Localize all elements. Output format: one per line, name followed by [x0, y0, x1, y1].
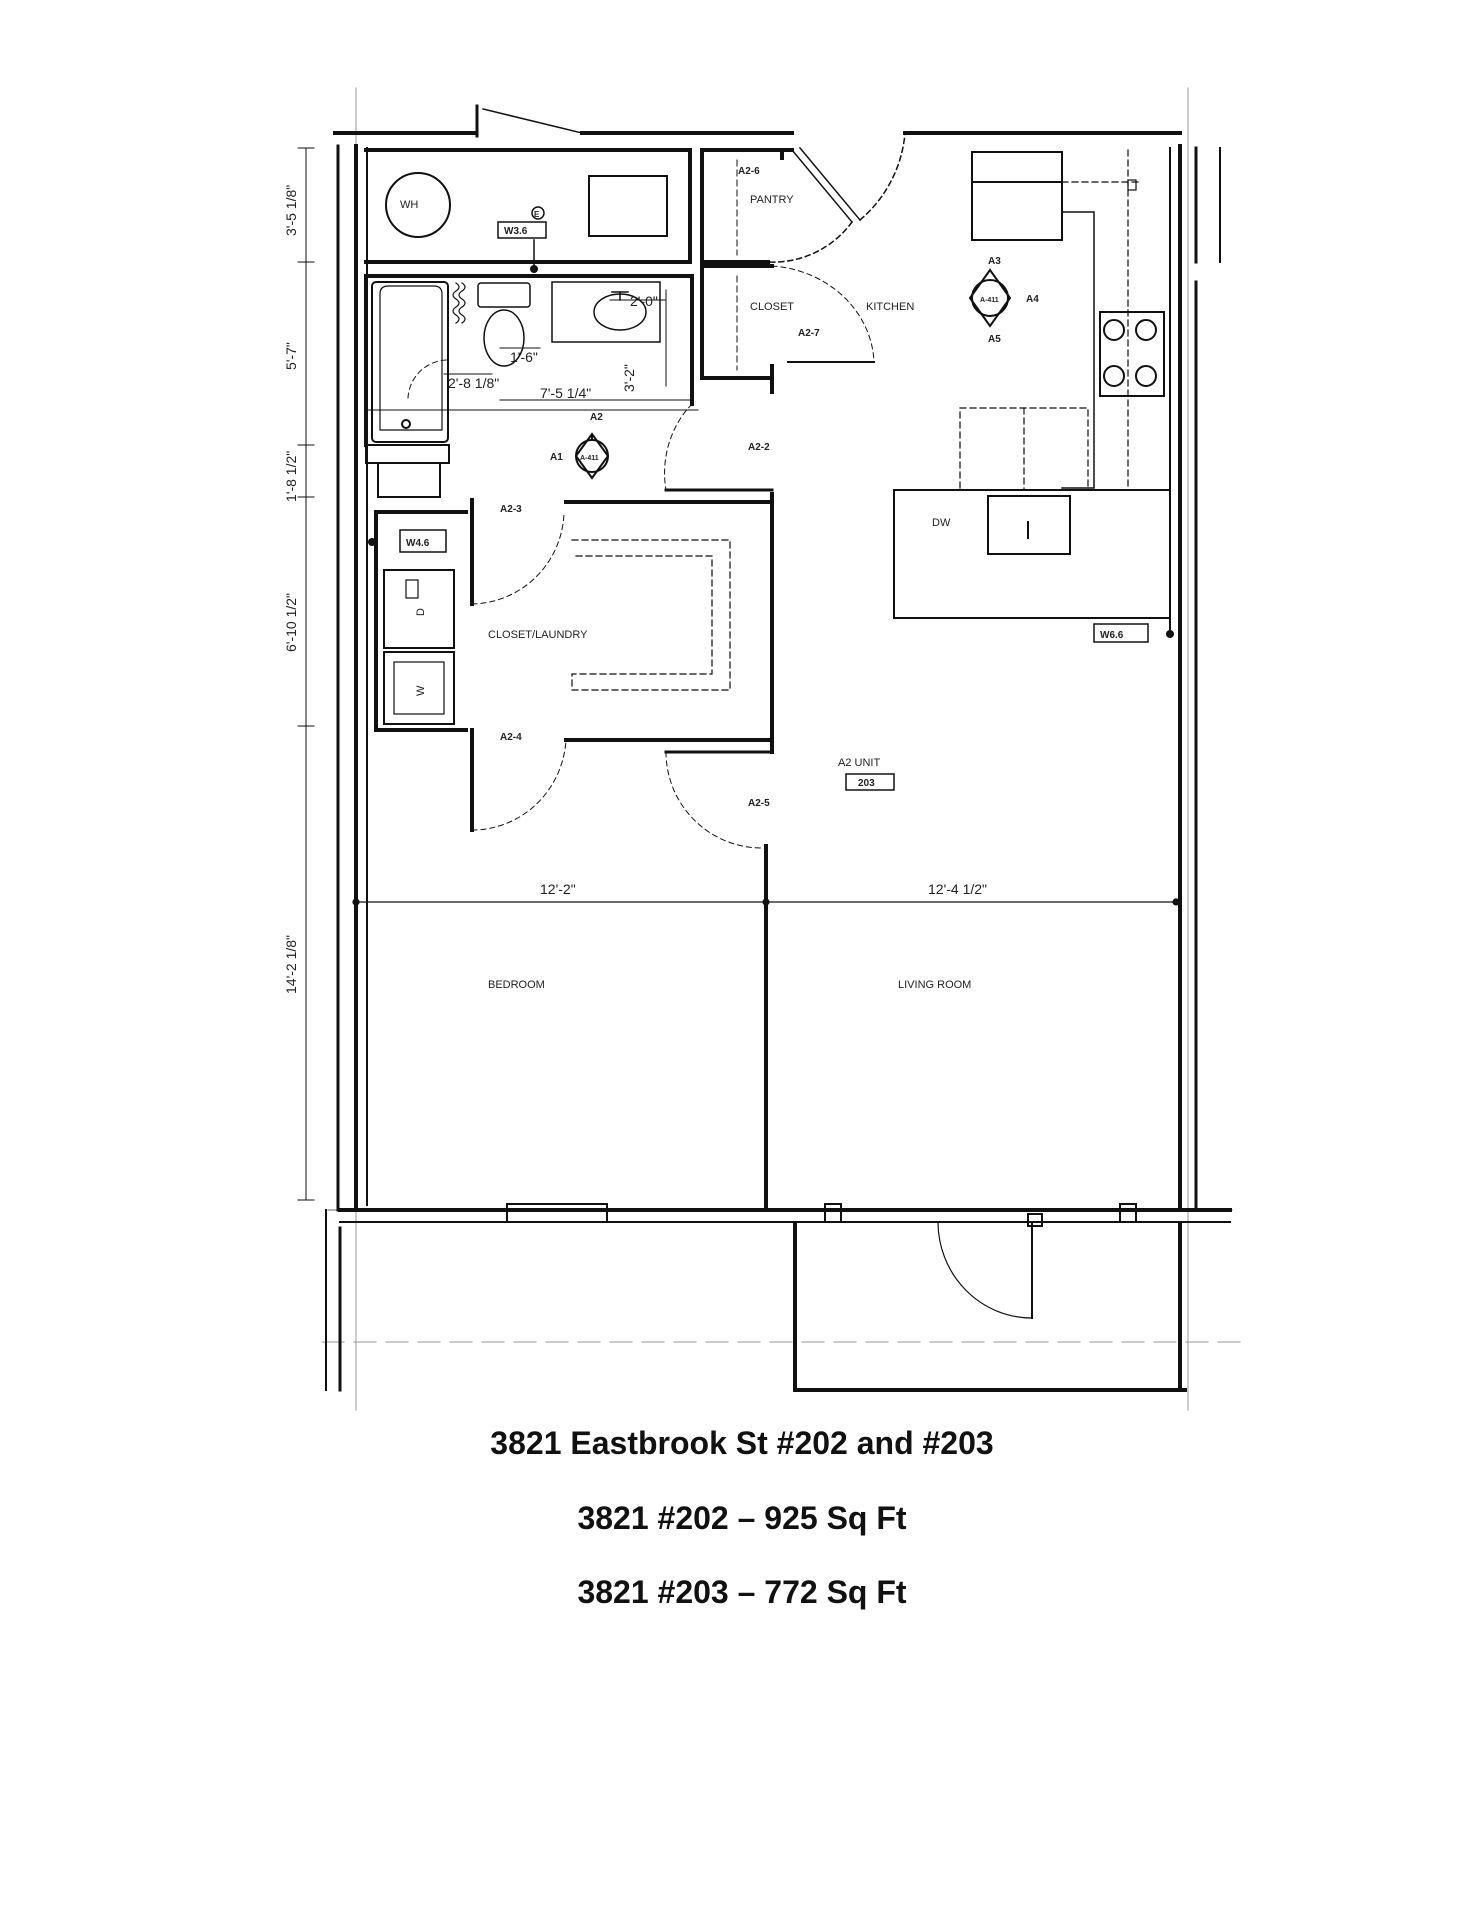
utility-room — [366, 150, 690, 273]
tag-a5: A5 — [988, 334, 1001, 345]
dim-6-10-1-2: 6'-10 1/2" — [283, 592, 299, 652]
dim-7-5-1-4: 7'-5 1/4" — [540, 385, 592, 401]
closet-laundry-label: CLOSET/LAUNDRY — [488, 629, 588, 641]
tag-a2-7: A2-7 — [798, 328, 820, 339]
tag-a3: A3 — [988, 256, 1001, 267]
dim-12-2: 12'-2" — [540, 881, 576, 897]
pantry-label: PANTRY — [750, 194, 794, 206]
front-door — [477, 106, 582, 136]
hall-cabinet — [366, 445, 449, 497]
dryer-label: D — [415, 608, 427, 616]
tag-a2-5: A2-5 — [748, 798, 770, 809]
tag-a411-1: A-411 — [580, 455, 599, 462]
kitchen — [894, 150, 1170, 618]
wh-label: WH — [400, 199, 419, 211]
washer-label: W — [415, 685, 427, 696]
tag-a411-2: A-411 — [980, 297, 999, 304]
unit-number: 203 — [858, 778, 875, 789]
tag-a2-4: A2-4 — [500, 732, 522, 743]
tag-a2-2: A2-2 — [748, 442, 770, 453]
tag-w66: W6.6 — [1100, 630, 1124, 641]
left-dim-line — [298, 148, 314, 1200]
living-room-label: LIVING ROOM — [898, 979, 972, 991]
tag-a2: A2 — [590, 412, 603, 423]
caption-unit-202: 3821 #202 – 925 Sq Ft — [577, 1500, 907, 1536]
tag-w46: W4.6 — [406, 538, 430, 549]
caption-address: 3821 Eastbrook St #202 and #203 — [490, 1425, 994, 1461]
tag-a2-3: A2-3 — [500, 504, 522, 515]
horizontal-dim-line — [353, 899, 1179, 905]
caption-unit-203: 3821 #203 – 772 Sq Ft — [577, 1574, 907, 1610]
dim-5-7: 5'-7" — [283, 342, 299, 370]
dim-3-5-1-8: 3'-5 1/8" — [283, 184, 299, 236]
unit-label: A2 UNIT — [838, 757, 881, 769]
dim-14-2-1-8: 14'-2 1/8" — [283, 934, 299, 994]
bedroom-label: BEDROOM — [488, 979, 545, 991]
dim-1-8-1-2: 1'-8 1/2" — [283, 450, 299, 502]
kitchen-label: KITCHEN — [866, 301, 915, 313]
tag-a2-6: A2-6 — [738, 166, 760, 177]
dim-3-2: 3'-2" — [621, 364, 637, 392]
door-arc-a2-2 — [665, 404, 692, 490]
laundry-shelf — [572, 540, 730, 690]
balcony-door — [938, 1214, 1042, 1318]
dim-12-4-1-2: 12'-4 1/2" — [928, 881, 988, 897]
dim-2-8-1-8: 2'-8 1/8" — [448, 375, 500, 391]
closet-label: CLOSET — [750, 301, 795, 313]
tag-a4: A4 — [1026, 294, 1039, 305]
bath-vanity — [552, 282, 660, 342]
dim-2-0: 2'-0" — [630, 293, 658, 309]
tag-e: E — [534, 210, 540, 219]
tag-a1: A1 — [550, 452, 563, 463]
dishwasher-label: DW — [932, 517, 951, 529]
tag-w36: W3.6 — [504, 226, 528, 237]
dim-1-6: 1'-6" — [510, 349, 538, 365]
